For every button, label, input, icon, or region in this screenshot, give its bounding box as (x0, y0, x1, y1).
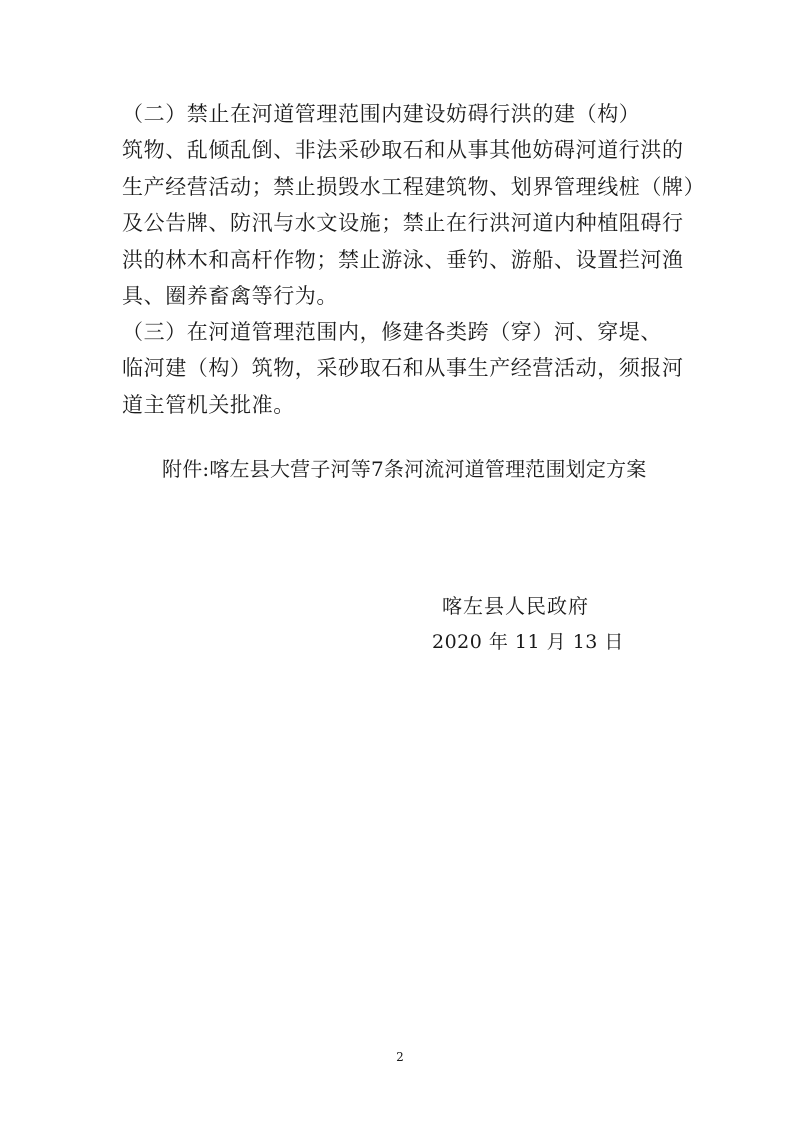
paragraph-approval (122, 314, 682, 423)
signature-date: 2020 年 11 月 13 日 (432, 631, 624, 653)
paragraph-line: 筑物、乱倾乱倒、非法采砂取石和从事其他妨碍河道行洪的 (122, 138, 684, 163)
paragraph-prohibitions (122, 96, 706, 314)
paragraph-line: （三）在河道管理范围内，修建各类跨（穿）河、穿堤、 (122, 320, 662, 344)
paragraph-line: 生产经营活动；禁止损毁水工程建筑物、划界管理线桩（牌） (122, 174, 706, 199)
paragraph-line: 临河建（构）筑物，采砂取石和从事生产经营活动，须报河 (122, 356, 684, 381)
paragraph-line: 及公告牌、防汛与水文设施；禁止在行洪河道内种植阻碍行 (122, 211, 684, 236)
page-number: 2 (396, 1050, 404, 1064)
paragraph-line: （二）禁止在河道管理范围内建设妨碍行洪的建（构） (122, 102, 641, 126)
paragraph-line: 道主管机关批准。 (122, 392, 295, 417)
signer-organization: 喀左县人民政府 (442, 594, 589, 618)
paragraph-line: 具、圈养畜禽等行为。 (122, 284, 338, 309)
paragraph-line: 洪的林木和高杆作物；禁止游泳、垂钓、游船、设置拦河渔 (122, 247, 684, 272)
attachment-note: 附件:喀左县大营子河等7条河流河道管理范围划定方案 (162, 457, 647, 481)
